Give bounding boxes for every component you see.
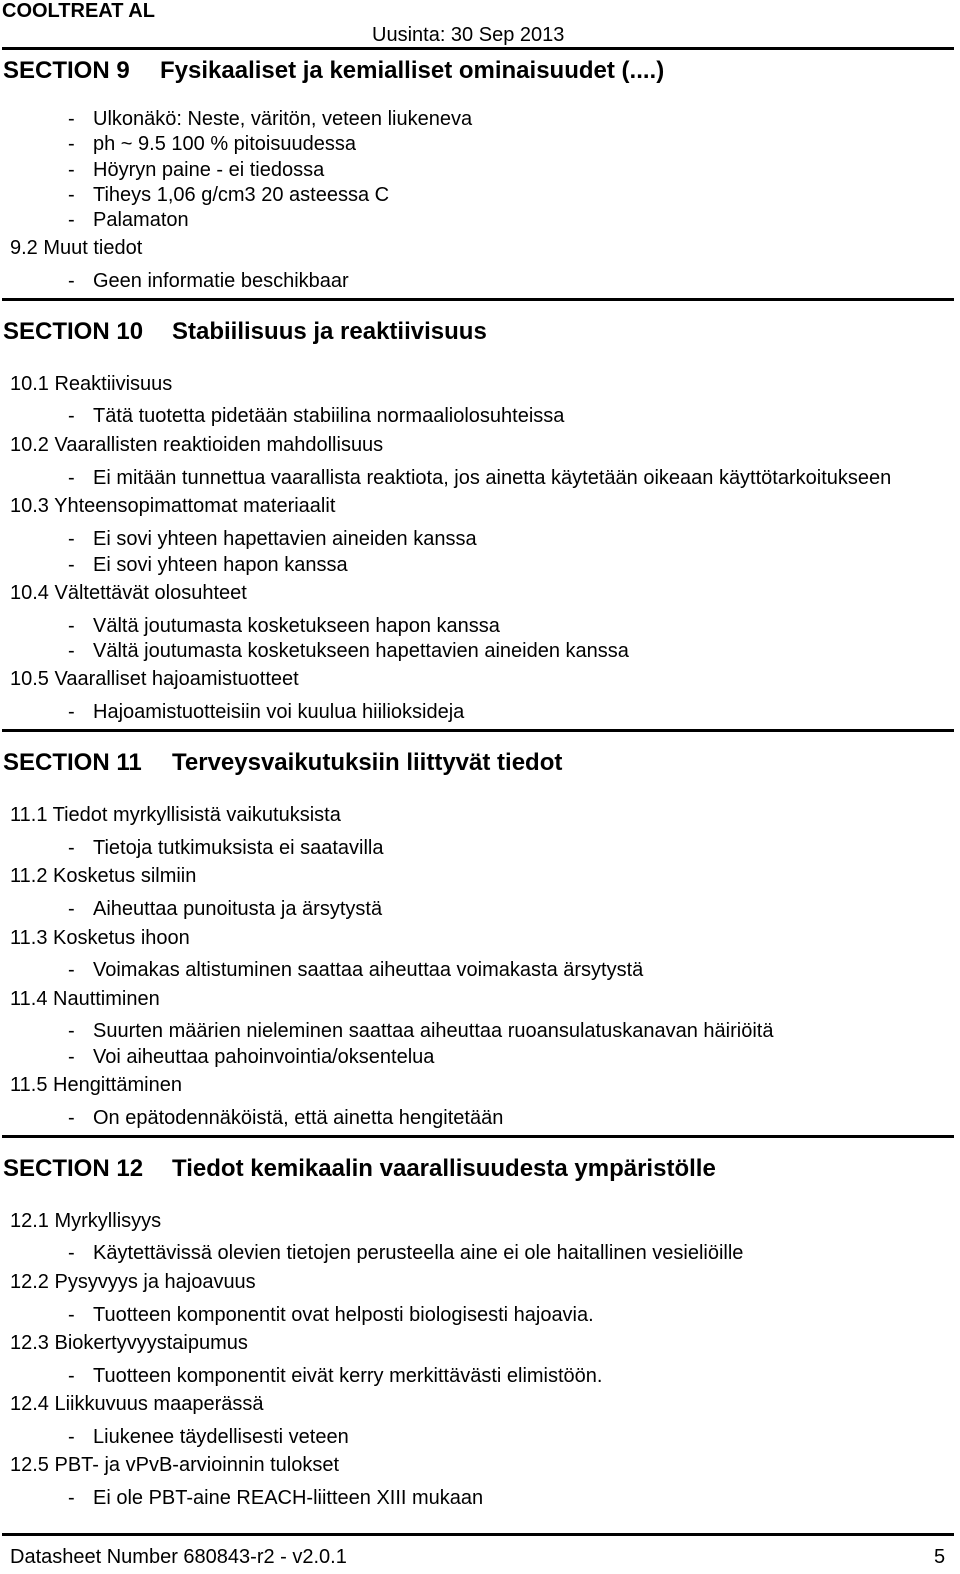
section-9-number: SECTION 9 bbox=[3, 57, 130, 84]
subsection-heading: 11.5 Hengittäminen bbox=[10, 1074, 182, 1096]
list-item: - Suurten määrien nieleminen saattaa aiheuttaa ruoansulatuskanavan häiriöitä bbox=[68, 1020, 774, 1042]
section-12-number: SECTION 12 bbox=[3, 1155, 144, 1182]
list-item: - Ei mitään tunnettua vaarallista reaktiota, jos ainetta käytetään oikeaan käyttötarkoitukseen bbox=[68, 467, 892, 489]
list-item: - On epätodennäköistä, että ainetta hengitetään bbox=[68, 1107, 504, 1129]
list-item: - Aiheuttaa punoitusta ja ärsytystä bbox=[68, 898, 383, 920]
section-9-title: Fysikaaliset ja kemialliset ominaisuudet (....) bbox=[160, 57, 665, 84]
list-item: - Ulkonäkö: Neste, väritön, veteen liukeneva bbox=[68, 108, 473, 130]
section-rule bbox=[2, 729, 954, 732]
list-item: - Voi aiheuttaa pahoinvointia/oksentelua bbox=[68, 1046, 435, 1068]
subsection-heading: 12.2 Pysyvyys ja hajoavuus bbox=[10, 1271, 256, 1293]
subsection-heading: 10.1 Reaktiivisuus bbox=[10, 373, 173, 395]
revision-date: Uusinta: 30 Sep 2013 bbox=[372, 24, 565, 46]
list-item: - Tiheys 1,06 g/cm3 20 asteessa C bbox=[68, 184, 390, 206]
section-11-title: Terveysvaikutuksiin liittyvät tiedot bbox=[172, 749, 563, 776]
page-number: 5 bbox=[934, 1546, 946, 1568]
section-rule bbox=[2, 298, 954, 301]
subsection-heading: 12.1 Myrkyllisyys bbox=[10, 1210, 162, 1232]
list-item: - Voimakas altistuminen saattaa aiheuttaa voimakasta ärsytystä bbox=[68, 959, 644, 981]
section-10-title: Stabiilisuus ja reaktiivisuus bbox=[172, 318, 487, 345]
section-11-number: SECTION 11 bbox=[3, 749, 142, 776]
subsection-heading: 12.4 Liikkuvuus maaperässä bbox=[10, 1393, 264, 1415]
subsection-heading: 10.3 Yhteensopimattomat materiaalit bbox=[10, 495, 336, 517]
subsection-heading: 10.2 Vaarallisten reaktioiden mahdollisuus bbox=[10, 434, 384, 456]
list-item: - Liukenee täydellisesti veteen bbox=[68, 1426, 349, 1448]
list-item: - Geen informatie beschikbaar bbox=[68, 270, 349, 292]
list-item: - Vältä joutumasta kosketukseen hapon kanssa bbox=[68, 615, 500, 637]
subsection-heading: 10.4 Vältettävät olosuhteet bbox=[10, 582, 247, 604]
subsection-heading: 11.1 Tiedot myrkyllisistä vaikutuksista bbox=[10, 804, 341, 826]
list-item: - Ei sovi yhteen hapon kanssa bbox=[68, 554, 348, 576]
list-item: - Käytettävissä olevien tietojen perusteella aine ei ole haitallinen vesieliöille bbox=[68, 1242, 744, 1264]
company-name: COOLTREAT AL bbox=[2, 0, 155, 22]
list-item: - Tuotteen komponentit eivät kerry merkittävästi elimistöön. bbox=[68, 1365, 603, 1387]
subsection-heading: 9.2 Muut tiedot bbox=[10, 237, 143, 259]
list-item: - Höyryn paine - ei tiedossa bbox=[68, 159, 325, 181]
list-item: - Tätä tuotetta pidetään stabiilina normaaliolosuhteissa bbox=[68, 405, 565, 427]
header-rule bbox=[2, 47, 954, 50]
subsection-heading: 11.3 Kosketus ihoon bbox=[10, 927, 190, 949]
list-item: - Ei ole PBT-aine REACH-liitteen XIII mukaan bbox=[68, 1487, 484, 1509]
subsection-heading: 10.5 Vaaralliset hajoamistuotteet bbox=[10, 668, 299, 690]
list-item: - ph ~ 9.5 100 % pitoisuudessa bbox=[68, 133, 356, 155]
section-12-title: Tiedot kemikaalin vaarallisuudesta ympäristölle bbox=[172, 1155, 716, 1182]
list-item: - Vältä joutumasta kosketukseen hapettavien aineiden kanssa bbox=[68, 640, 629, 662]
subsection-heading: 11.4 Nauttiminen bbox=[10, 988, 160, 1010]
section-rule bbox=[2, 1135, 954, 1138]
list-item: - Tuotteen komponentit ovat helposti biologisesti hajoavia. bbox=[68, 1304, 594, 1326]
list-item: - Ei sovi yhteen hapettavien aineiden kanssa bbox=[68, 528, 477, 550]
subsection-heading: 12.5 PBT- ja vPvB-arvioinnin tulokset bbox=[10, 1454, 340, 1476]
list-item: - Tietoja tutkimuksista ei saatavilla bbox=[68, 837, 384, 859]
list-item: - Palamaton bbox=[68, 209, 189, 231]
section-10-number: SECTION 10 bbox=[3, 318, 144, 345]
list-item: - Hajoamistuotteisiin voi kuulua hiilioksideja bbox=[68, 701, 465, 723]
datasheet-number: Datasheet Number 680843-r2 - v2.0.1 bbox=[10, 1546, 347, 1568]
subsection-heading: 12.3 Biokertyvyystaipumus bbox=[10, 1332, 248, 1354]
subsection-heading: 11.2 Kosketus silmiin bbox=[10, 865, 197, 887]
footer-rule bbox=[2, 1533, 954, 1536]
